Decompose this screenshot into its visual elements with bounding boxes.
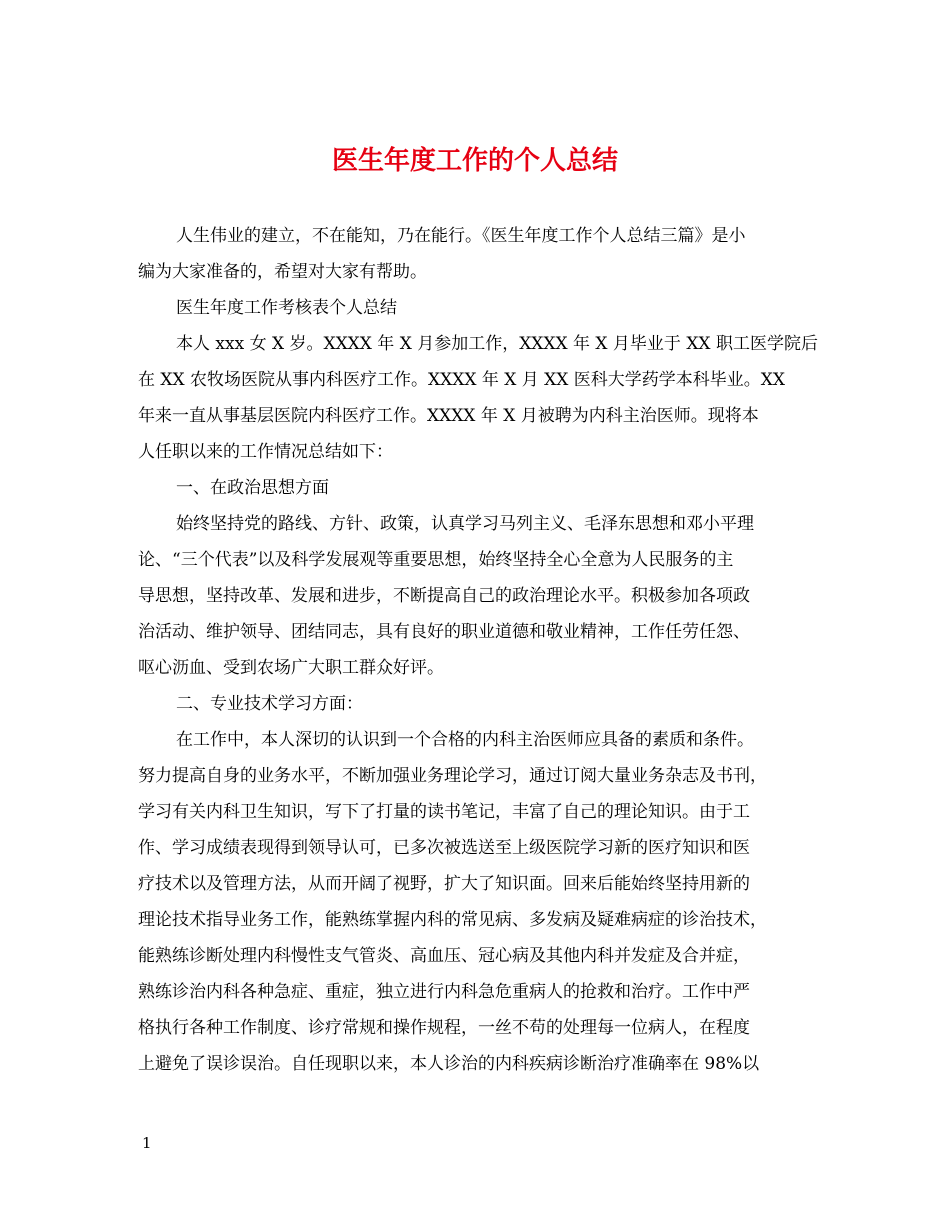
paragraph-line: 呕心沥血、受到农场广大职工群众好评。 bbox=[138, 658, 444, 678]
paragraph-line: 在工作中，本人深切的认识到一个合格的内科主治医师应具备的素质和条件。 bbox=[176, 730, 754, 750]
paragraph-line: 人任职以来的工作情况总结如下： bbox=[138, 442, 393, 462]
paragraph-line: 作、学习成绩表现得到领导认可，已多次被选送至上级医院学习新的医疗知识和医 bbox=[138, 838, 750, 858]
document-title: 医生年度工作的个人总结 bbox=[331, 146, 618, 176]
paragraph-line: 努力提高自身的业务水平，不断加强业务理论学习，通过订阅大量业务杂志及书刊， bbox=[138, 766, 767, 786]
paragraph-line: 一、在政治思想方面 bbox=[176, 478, 329, 498]
paragraph-line: 治活动、维护领导、团结同志，具有良好的职业道德和敬业精神，工作任劳任怨、 bbox=[138, 622, 750, 642]
paragraph-line: 理论技术指导业务工作，能熟练掌握内科的常见病、多发病及疑难病症的诊治技术， bbox=[138, 910, 767, 930]
paragraph-line: 医生年度工作考核表个人总结 bbox=[176, 298, 397, 318]
paragraph-line: 本人 xxx 女 X 岁。XXXX 年 X 月参加工作，XXXX 年 X 月毕业于 XX 职工医学院后 bbox=[176, 334, 818, 354]
paragraph-line: 上避免了误诊误治。自任现职以来，本人诊治的内科疾病诊断治疗准确率在 98%以 bbox=[138, 1054, 760, 1074]
paragraph-line: 年来一直从事基层医院内科医疗工作。XXXX 年 X 月被聘为内科主治医师。现将本 bbox=[138, 406, 759, 426]
paragraph-line: 二、专业技术学习方面： bbox=[176, 694, 363, 714]
paragraph-line: 能熟练诊断处理内科慢性支气管炎、高血压、冠心病及其他内科并发症及合并症， bbox=[138, 946, 750, 966]
paragraph-line: 人生伟业的建立，不在能知，乃在能行。《医生年度工作个人总结三篇》是小 bbox=[176, 226, 746, 246]
paragraph-line: 学习有关内科卫生知识，写下了打量的读书笔记，丰富了自己的理论知识。由于工 bbox=[138, 802, 750, 822]
document-body bbox=[138, 218, 818, 1082]
paragraph-line: 格执行各种工作制度、诊疗常规和操作规程，一丝不苟的处理每一位病人，在程度 bbox=[138, 1018, 750, 1038]
paragraph-line: 导思想，坚持改革、发展和进步，不断提高自己的政治理论水平。积极参加各项政 bbox=[138, 586, 750, 606]
paragraph-line: 编为大家准备的，希望对大家有帮助。 bbox=[138, 262, 427, 282]
paragraph-line: 疗技术以及管理方法，从而开阔了视野，扩大了知识面。回来后能始终坚持用新的 bbox=[138, 874, 750, 894]
page-number: 1 bbox=[142, 1134, 152, 1152]
paragraph-line: 论、“三个代表”以及科学发展观等重要思想，始终坚持全心全意为人民服务的主 bbox=[138, 550, 734, 570]
paragraph-line: 在 XX 农牧场医院从事内科医疗工作。XXXX 年 X 月 XX 医科大学药学本科毕业。XX bbox=[138, 370, 785, 390]
paragraph-line: 熟练诊治内科各种急症、重症，独立进行内科急危重病人的抢救和治疗。工作中严 bbox=[138, 982, 750, 1002]
paragraph-line: 始终坚持党的路线、方针、政策，认真学习马列主义、毛泽东思想和邓小平理 bbox=[176, 514, 754, 534]
